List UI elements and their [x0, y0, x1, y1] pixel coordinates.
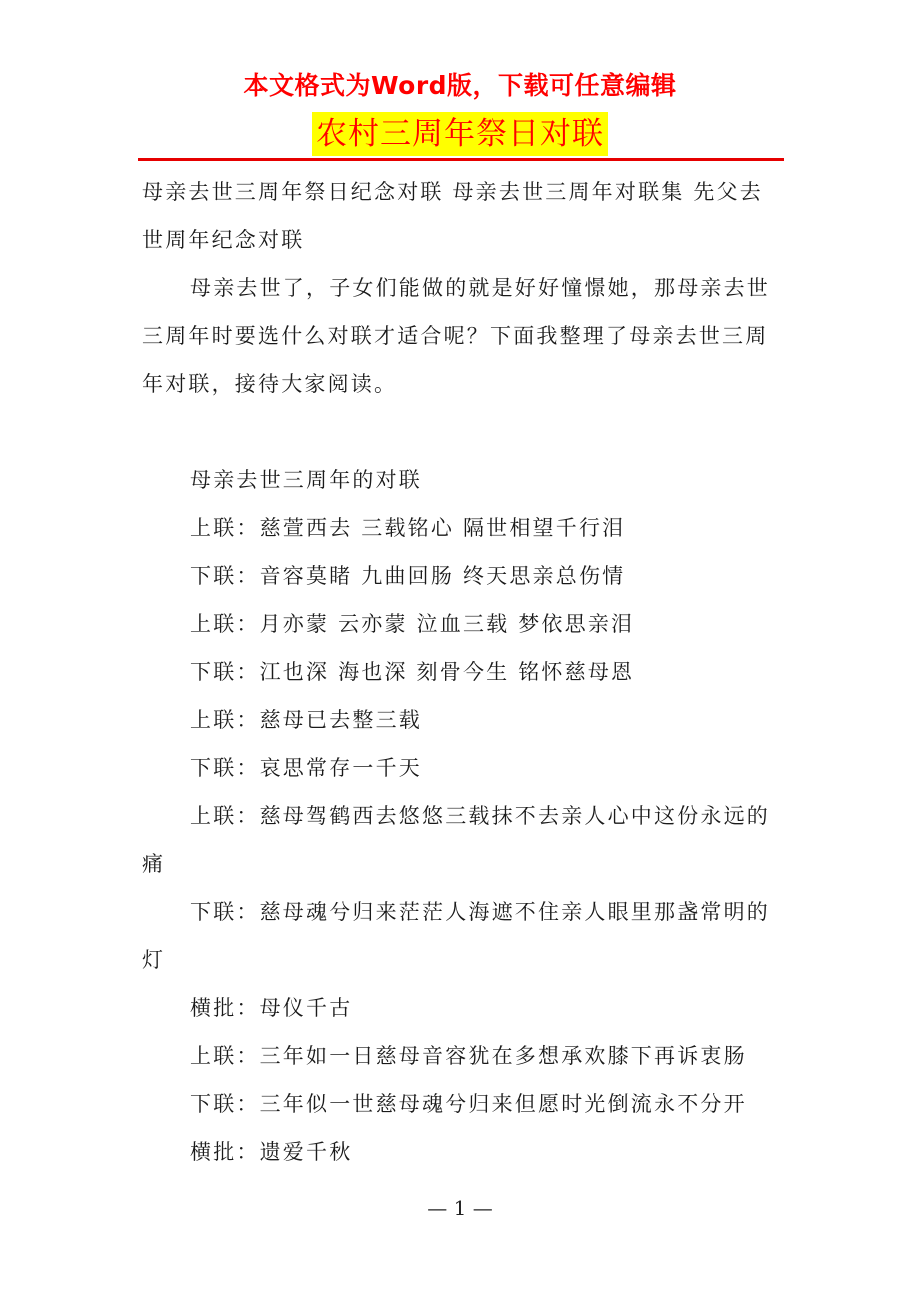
couplet-line: 上联：慈萱西去 三载铭心 隔世相望千行泪: [190, 516, 626, 540]
paragraph-gap: [142, 408, 782, 456]
couplet-line: 上联：慈母已去整三载: [190, 708, 422, 732]
title-divider: [138, 158, 784, 161]
couplet-line: 上联：慈母驾鹤西去悠悠三载抹不去亲人心中这份永远的痛: [142, 804, 770, 876]
couplet-line: 下联：三年似一世慈母魂兮归来但愿时光倒流永不分开: [190, 1092, 747, 1116]
couplet-line: 下联：哀思常存一千天: [190, 756, 422, 780]
couplet-line: 上联：三年如一日慈母音容犹在多想承欢膝下再诉衷肠: [190, 1044, 747, 1068]
document-body: [142, 168, 782, 1176]
format-notice-banner: 本文格式为Word版，下载可任意编辑: [243, 71, 677, 100]
couplet-line: 下联：江也深 海也深 刻骨今生 铭怀慈母恩: [190, 660, 635, 684]
title-wrapper: [0, 112, 920, 156]
couplet-line: 上联：月亦蒙 云亦蒙 泣血三载 梦依思亲泪: [190, 612, 635, 636]
document-title: 农村三周年祭日对联: [312, 112, 608, 156]
page-number: — 1 —: [427, 1196, 493, 1220]
related-titles-paragraph: 母亲去世三周年祭日纪念对联 母亲去世三周年对联集 先父去世周年纪念对联: [142, 180, 763, 252]
couplet-line: 横批：母仪千古: [190, 996, 353, 1020]
intro-paragraph: 母亲去世了，子女们能做的就是好好憧憬她，那母亲去世三周年时要选什么对联才适合呢？下面我整理了母亲去世三周年对联，接待大家阅读。: [142, 276, 770, 396]
couplet-line: 横批：遗爱千秋: [190, 1140, 353, 1164]
couplet-line: 下联：音容莫睹 九曲回肠 终天思亲总伤情: [190, 564, 626, 588]
couplet-line: 下联：慈母魂兮归来茫茫人海遮不住亲人眼里那盏常明的灯: [142, 900, 770, 972]
section-heading: 母亲去世三周年的对联: [190, 468, 422, 492]
